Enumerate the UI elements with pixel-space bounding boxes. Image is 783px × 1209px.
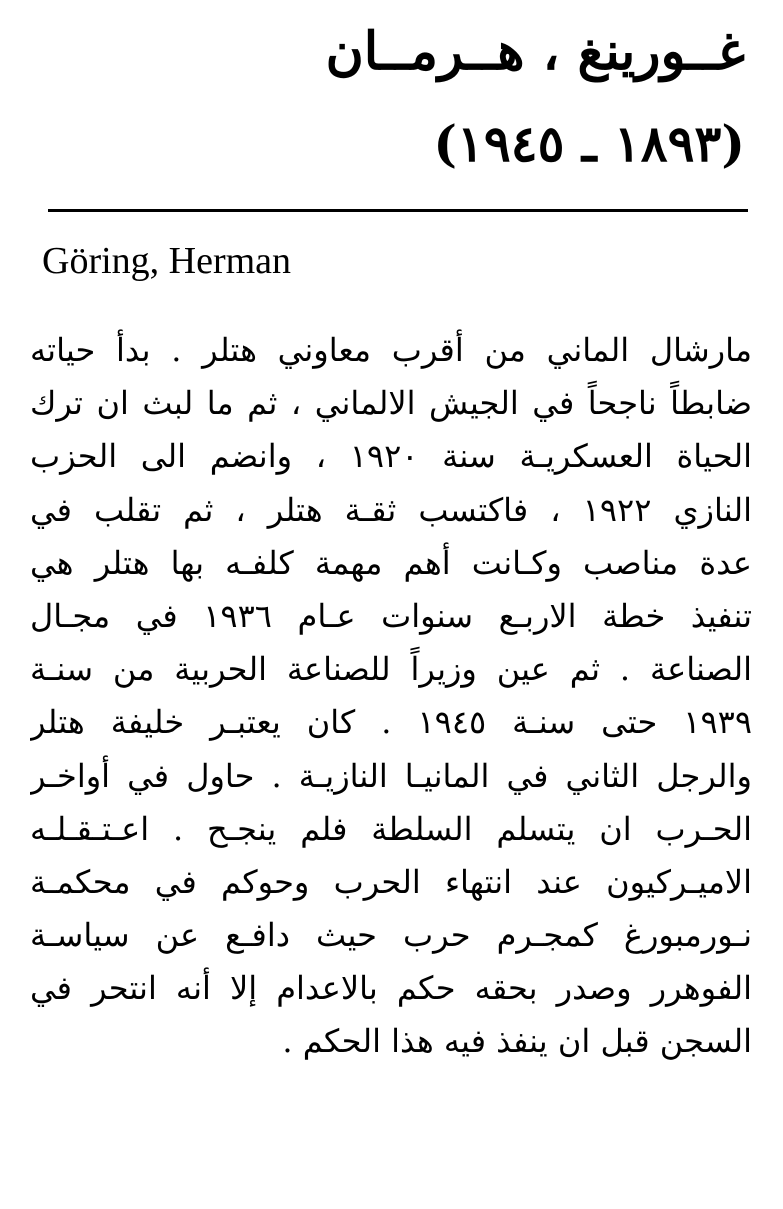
body-line: ١٩٣٩ حتى سنـة ١٩٤٥ . كان يعتبـر خليفة هتلر <box>30 703 752 742</box>
body-line: الحياة العسكريـة سنة ١٩٢٠ ، وانضم الى الحزب <box>30 437 752 476</box>
body-line: نـورمبورغ كمجـرم حرب حيث دافـع عن سياسـة <box>30 916 752 955</box>
body-line: والرجل الثاني في المانيـا النازيـة . حاول في أواخـر <box>30 756 752 795</box>
body-line: تنفيذ خطة الاربـع سنوات عـام ١٩٣٦ في مجـال <box>30 596 752 635</box>
entry-body <box>30 324 752 1069</box>
body-line: السجن قبل ان ينفذ فيه هذا الحكم . <box>282 1022 752 1061</box>
body-line: عدة مناصب وكـانت أهم مهمة كلفـه بها هتلر هي <box>30 543 752 582</box>
entry-years: (١٨٩٣ ـ ١٩٤٥) <box>433 114 745 173</box>
body-line: النازي ١٩٢٢ ، فاكتسب ثقـة هتلر ، ثم تقلب في <box>30 490 752 529</box>
body-line: مارشال الماني من أقرب معاوني هتلر . بدأ حياته <box>30 331 752 369</box>
body-line: ضابطاً ناجحاً في الجيش الالماني ، ثم ما لبث ان ترك <box>30 384 752 423</box>
body-line: الفوهرر وصدر بحقه حكم بالاعدام إلا أنه انتحر في <box>30 969 752 1008</box>
entry-name-latin: Göring, Herman <box>42 240 292 282</box>
entry-title-arabic: غــورينغ ، هــرمــان <box>325 21 745 82</box>
divider-line <box>48 209 748 212</box>
body-line: الصناعة . ثم عين وزيراً للصناعة الحربية من سنـة <box>30 650 752 689</box>
body-line: الاميـركيون عند انتهاء الحرب وحوكم في محكمـة <box>30 862 752 901</box>
body-line: الحـرب ان يتسلم السلطة فلم ينجـح . اعـتـقـلـه <box>30 809 752 848</box>
